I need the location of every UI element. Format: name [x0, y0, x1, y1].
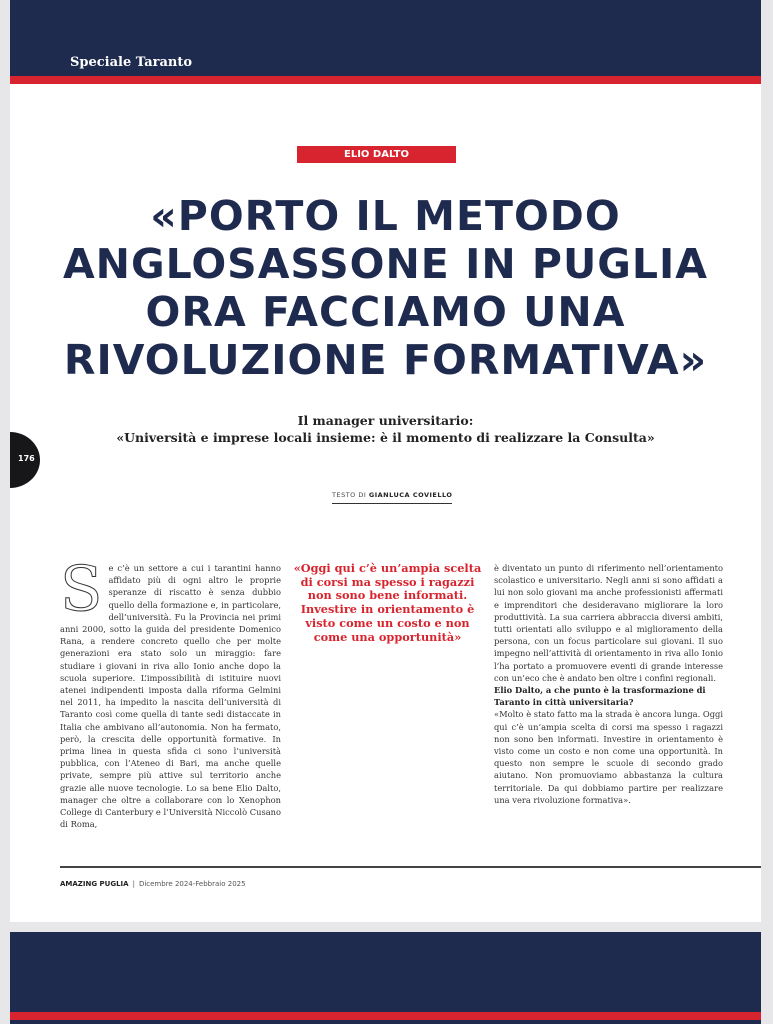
byline-author: GIANLUCA COVIELLO [368, 491, 453, 499]
standfirst-line-2: «Università e imprese locali insieme: è il momento di realizzare la Consulta» [116, 430, 655, 445]
byline-prefix: TESTO DI [332, 491, 367, 499]
section-label: Speciale Taranto [70, 55, 193, 70]
drop-cap: S [60, 552, 103, 625]
interview-question: Elio Dalto, a che punto è la trasformazione di Taranto in città universitaria? [494, 685, 706, 708]
footer [60, 880, 246, 888]
page-number: 176 [18, 454, 35, 463]
footer-separator: | [132, 880, 135, 888]
byline [332, 491, 452, 504]
footer-issue: Dicembre 2024-Febbraio 2025 [138, 880, 246, 888]
body-column-3 [494, 562, 723, 806]
interview-answer: «Molto è stato fatto ma la strada è ancora lunga. Oggi qui c’è un’ampia scelta di corsi ma spesso i ragazzi non sono ben informati. Investire in orientamento è visto come un costo e non come una opportunità. In questo non sempre le scuole di secondo grado aiutano. Non promuoviamo abbastanza la cultura territoriale. Da qui dobbiamo partire per realizzare una vera rivoluzione formativa». [494, 709, 723, 805]
body-column-1 [60, 552, 281, 830]
magazine-page [10, 0, 761, 922]
body-text-3: è diventato un punto di riferimento nell’orientamento scolastico e universitario. Negli anni si sono affidati a lui non solo giovani ma anche professionisti affermati e imprenditori che desideravano migliorare la loro produttività. La sua carriera abbraccia diversi ambiti, tutti orientati allo sviluppo e al miglioramento della persona, con un focus particolare sui giovani. Il suo impegno nell’attività di orientamento in riva allo Ionio l’ha portato a promuovere eventi di grande interesse con un’eco che è andato ben oltre i confini regionali. [494, 563, 723, 683]
footer-magazine: AMAZING PUGLIA [60, 880, 129, 888]
footer-rule [60, 866, 761, 868]
headline: «PORTO IL METODO ANGLOSASSONE IN PUGLIA ORA FACCIAMO UNA RIVOLUZIONE FORMATIVA» [62, 192, 709, 384]
standfirst [50, 412, 721, 446]
pull-quote: «Oggi qui c’è un’ampia scelta di corsi ma spesso i ragazzi non sono bene informati. Investire in orientamento è visto come un costo e non come una opportunità» [293, 561, 482, 644]
next-page-preview [10, 932, 761, 1024]
author-tag: ELIO DALTO [297, 146, 456, 163]
header-red-stripe [10, 76, 761, 84]
body-text-1: e c’è un settore a cui i tarantini hanno affidato più di ogni altro le proprie speranze di riscatto è senza dubbio quello della formazione e, in particolare, dell’università. Fu la Provincia nei primi anni 2000, sotto la guida del presidente Domenico Rana, a rendere concreto quello che per molte generazioni era stato solo un miraggio: fare studiare i giovani in riva allo Ionio anche dopo la scuola superiore. L’impossibilità di istituire nuovi atenei indipendenti imposta dalla riforma Gelmini nel 2011, ha impedito la nascita dell’università di Taranto così come quella di tante sedi distaccate in Italia che ambivano all’autonomia. Non ha fermato, però, la crescita delle opportunità formative. In prima linea in questa sfida ci sono l’università pubblica, con l’Ateneo di Bari, ma anche quelle private, sempre più attive sul territorio anche grazie alle nuove tecnologie. Lo sa bene Elio Dalto, manager che oltre a collaborare con lo Xenophon College di Canterbury e l’Università Niccolò Cusano di Roma, [60, 563, 281, 830]
standfirst-line-1: Il manager universitario: [297, 413, 474, 428]
next-page-red-stripe [10, 1012, 761, 1020]
page-number-badge [10, 432, 40, 488]
